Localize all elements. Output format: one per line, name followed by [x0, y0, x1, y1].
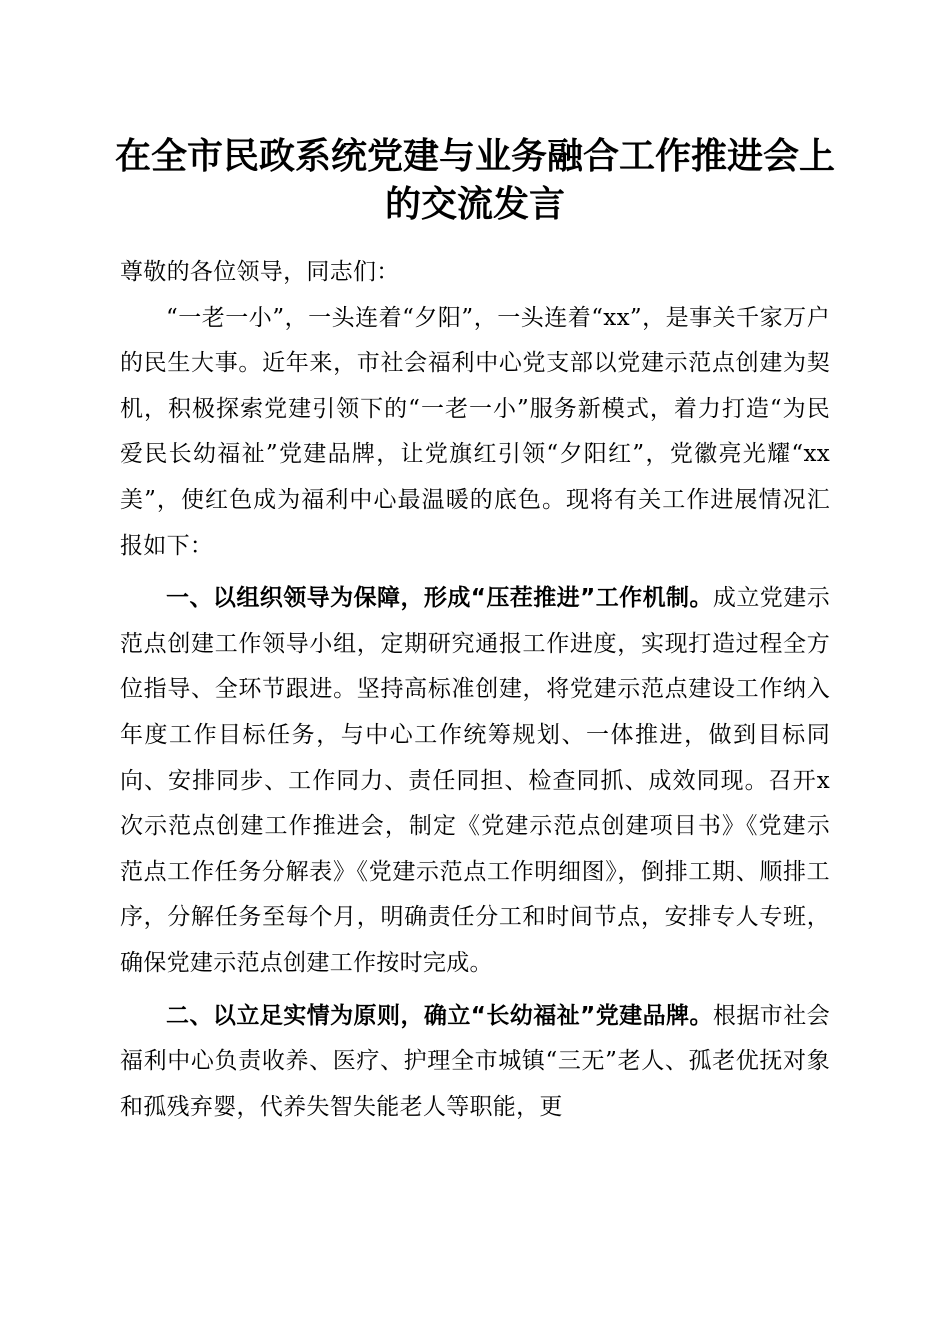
section-text-1: 成立党建示范点创建工作领导小组，定期研究通报工作进度，实现打造过程全方位指导、全环节跟进。坚持高标准创建，将党建示范点建设工作纳入年度工作目标任务，与中心工作统筹规划、一体推进，做到目标同向、安排同步、工作同力、责任同担、检查同抓、成效同现。召开x次示范点创建工作推进会，制定《党建示范点创建项目书》《党建示范点工作任务分解表》《党建示范点工作明细图》，倒排工期、顺排工序，分解任务至每个月，明确责任分工和时间节点，安排专人专班，确保党建示范点创建工作按时完成。 [120, 585, 831, 976]
section-paragraph-2 [120, 994, 830, 1131]
section-heading-2: 二、以立足实情为原则，确立“长幼福祉”党建品牌。 [166, 1002, 713, 1029]
intro-paragraph: “一老一小”，一头连着“夕阳”，一头连着“xx”，是事关千家万户的民生大事。近年来，市社会福利中心党支部以党建示范点创建为契机，积极探索党建引领下的“一老一小”服务新模式，着力打造“为民爱民长幼福祉”党建品牌，让党旗红引领“夕阳红”，党徽亮光耀“xx美”，使红色成为福利中心最温暖的底色。现将有关工作进展情况汇报如下： [120, 304, 830, 559]
section-text-2: 根据市社会福利中心负责收养、医疗、护理全市城镇“三无”老人、孤老优抚对象和孤残弃婴，代养失智失能老人等职能，更 [120, 1002, 831, 1120]
section-heading-1: 一、以组织领导为保障，形成“压茬推进”工作机制。 [166, 585, 713, 612]
document-body [120, 250, 830, 1130]
document-title: 在全市民政系统党建与业务融合工作推进会上的交流发言 [114, 135, 835, 225]
section-paragraph-1 [120, 576, 830, 986]
salutation: 尊敬的各位领导，同志们： [120, 259, 400, 285]
